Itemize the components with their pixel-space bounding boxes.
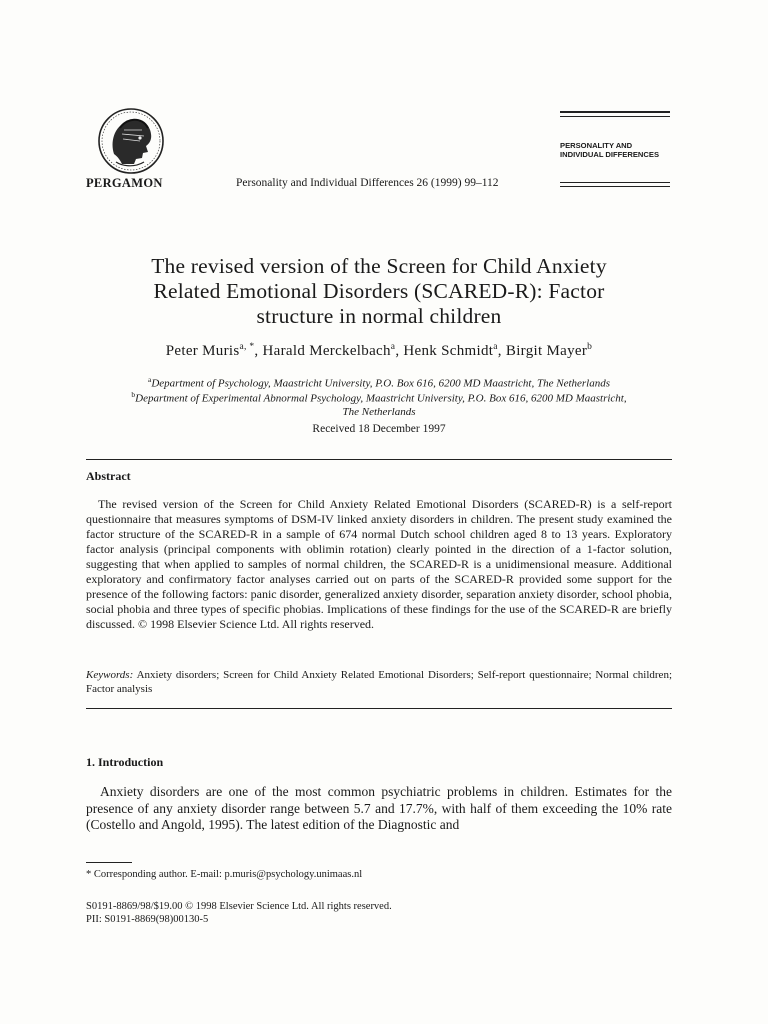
affiliation-mark: b xyxy=(131,390,136,399)
section-heading-introduction: 1. Introduction xyxy=(86,755,164,769)
abstract-rule-top xyxy=(86,459,672,460)
author-separator: , xyxy=(395,343,404,359)
author-separator: , xyxy=(254,343,263,359)
journal-brand-line1: PERSONALITY AND xyxy=(560,141,633,150)
affiliation-mark: a xyxy=(147,375,152,384)
author-list xyxy=(86,342,672,360)
brand-rule-bottom-2 xyxy=(560,186,670,187)
affiliation-b xyxy=(86,388,672,419)
keywords-label: Keywords: xyxy=(86,669,134,681)
article-title xyxy=(86,254,672,329)
publisher-name: PERGAMON xyxy=(86,176,163,190)
brand-rule-bottom xyxy=(560,182,670,183)
author-affiliation-mark: a xyxy=(493,342,498,352)
author-affiliation-mark: a, * xyxy=(239,342,255,352)
author-name: Henk Schmidt xyxy=(403,343,494,359)
keywords xyxy=(86,668,672,696)
affiliation-text: Department of Experimental Abnormal Psychology, Maastricht University, P.O. Box 616, 6200 MD Maastricht, xyxy=(135,392,627,405)
abstract-body: The revised version of the Screen for Child Anxiety Related Emotional Disorders (SCARED-R) is a self-report questionnaire that measures symptoms of DSM-IV linked anxiety disorders in children. The present study examined the factor structure of the SCARED-R in a sample of 674 normal Dutch school children aged 8 to 13 years. Exploratory factor analysis (principal components with oblimin rotation) clearly pointed in the direction of a 1-factor solution, suggesting that when applied to samples of normal children, the SCARED-R is a unidimensional measure. Additional exploratory and confirmatory factor analyses carried out on parts of the SCARED-R provided some support for the presence of the following factors: panic disorder, generalized anxiety disorder, separation anxiety disorder, school phobia, social phobia and three types of specific phobias. Implications of these findings for the use of the SCARED-R are briefly discussed. © 1998 Elsevier Science Ltd. All rights reserved. xyxy=(86,497,672,631)
received-date: Received 18 December 1997 xyxy=(312,423,446,435)
author-name: Birgit Mayer xyxy=(505,343,588,359)
introduction-body: Anxiety disorders are one of the most common psychiatric problems in children. Estimates for the presence of any anxiety disorder range between 5.7 and 17.7%, with half of them exceeding the 10% rate (Costello and Angold, 1995). The latest edition of the Diagnostic and xyxy=(86,784,672,832)
affiliation-text: The Netherlands xyxy=(342,405,416,418)
copyright-line: S0191-8869/98/$19.00 © 1998 Elsevier Science Ltd. All rights reserved. xyxy=(86,901,392,912)
journal-citation: Personality and Individual Differences 26 (1999) 99–112 xyxy=(236,177,499,189)
brand-rule-top-thin xyxy=(560,116,670,117)
corresponding-author-footnote: * Corresponding author. E-mail: p.muris@psychology.unimaas.nl xyxy=(86,869,363,880)
author-affiliation-mark: a xyxy=(390,342,396,352)
author-separator: , xyxy=(497,343,506,359)
abstract-heading: Abstract xyxy=(86,469,131,483)
title-line: The revised version of the Screen for Child Anxiety xyxy=(151,254,607,278)
pii-line: PII: S0191-8869(98)00130-5 xyxy=(86,914,209,925)
title-line: structure in normal children xyxy=(256,304,502,328)
author-name: Peter Muris xyxy=(165,343,240,359)
journal-brand xyxy=(560,141,659,159)
keywords-text: Anxiety disorders; Screen for Child Anxiety Related Emotional Disorders; Self-report questionnaire; Normal children; Factor analysis xyxy=(86,669,672,695)
author-name: Harald Merckelbach xyxy=(262,343,391,359)
journal-brand-line2: INDIVIDUAL DIFFERENCES xyxy=(560,150,660,159)
abstract-rule-bottom xyxy=(86,708,672,709)
affiliation-text: Department of Psychology, Maastricht University, P.O. Box 616, 6200 MD Maastricht, The Netherlands xyxy=(151,377,611,390)
brand-rule-top xyxy=(560,111,670,113)
copyright-block xyxy=(86,900,392,926)
author-affiliation-mark: b xyxy=(587,342,593,352)
title-line: Related Emotional Disorders (SCARED-R): Factor xyxy=(153,279,605,303)
pergamon-logo-icon xyxy=(94,106,168,176)
footnote-rule xyxy=(86,862,132,863)
